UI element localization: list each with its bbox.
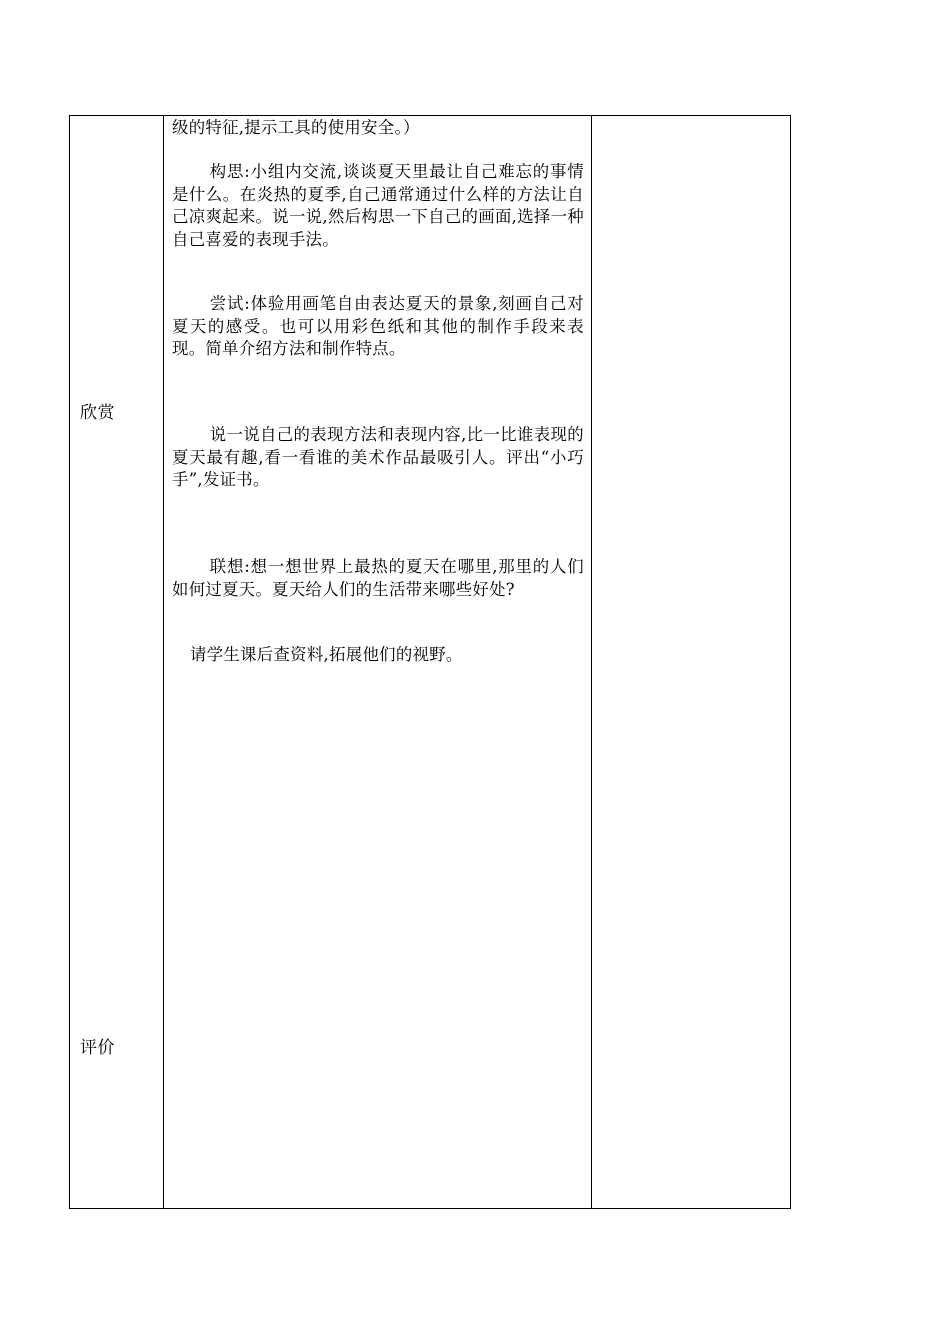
- attempt-paragraph: 尝试:体验用画笔自由表达夏天的景象,刻画自己对夏天的感受。也可以用彩色纸和其他的制作手段来表现。简单介绍方法和制作特点。: [172, 294, 584, 358]
- conception-paragraph: 构思:小组内交流,谈谈夏天里最让自己难忘的事情是什么。在炎热的夏季,自己通常通过什么样的方法让自己凉爽起来。说一说,然后构思一下自己的画面,选择一种自己喜爱的表现手法。: [172, 162, 584, 249]
- appreciate-label: 欣赏: [80, 403, 115, 423]
- evaluate-label: 评价: [80, 1038, 115, 1058]
- lesson-plan-table: [69, 115, 791, 1209]
- safety-note-paragraph: 级的特征,提示工具的使用安全。）: [172, 118, 420, 137]
- presentation-paragraph: 说一说自己的表现方法和表现内容,比一比谁表现的夏天最有趣,看一看谁的美术作品最吸引人。评出“小巧手”,发证书。: [172, 425, 584, 489]
- homework-paragraph: 请学生课后查资料,拓展他们的视野。: [190, 645, 463, 664]
- notes-column: [592, 116, 790, 1208]
- activity-column: [164, 116, 592, 1208]
- stage-column: [70, 116, 164, 1208]
- association-paragraph: 联想:想一想世界上最热的夏天在哪里,那里的人们如何过夏天。夏天给人们的生活带来哪些好处?: [172, 557, 584, 599]
